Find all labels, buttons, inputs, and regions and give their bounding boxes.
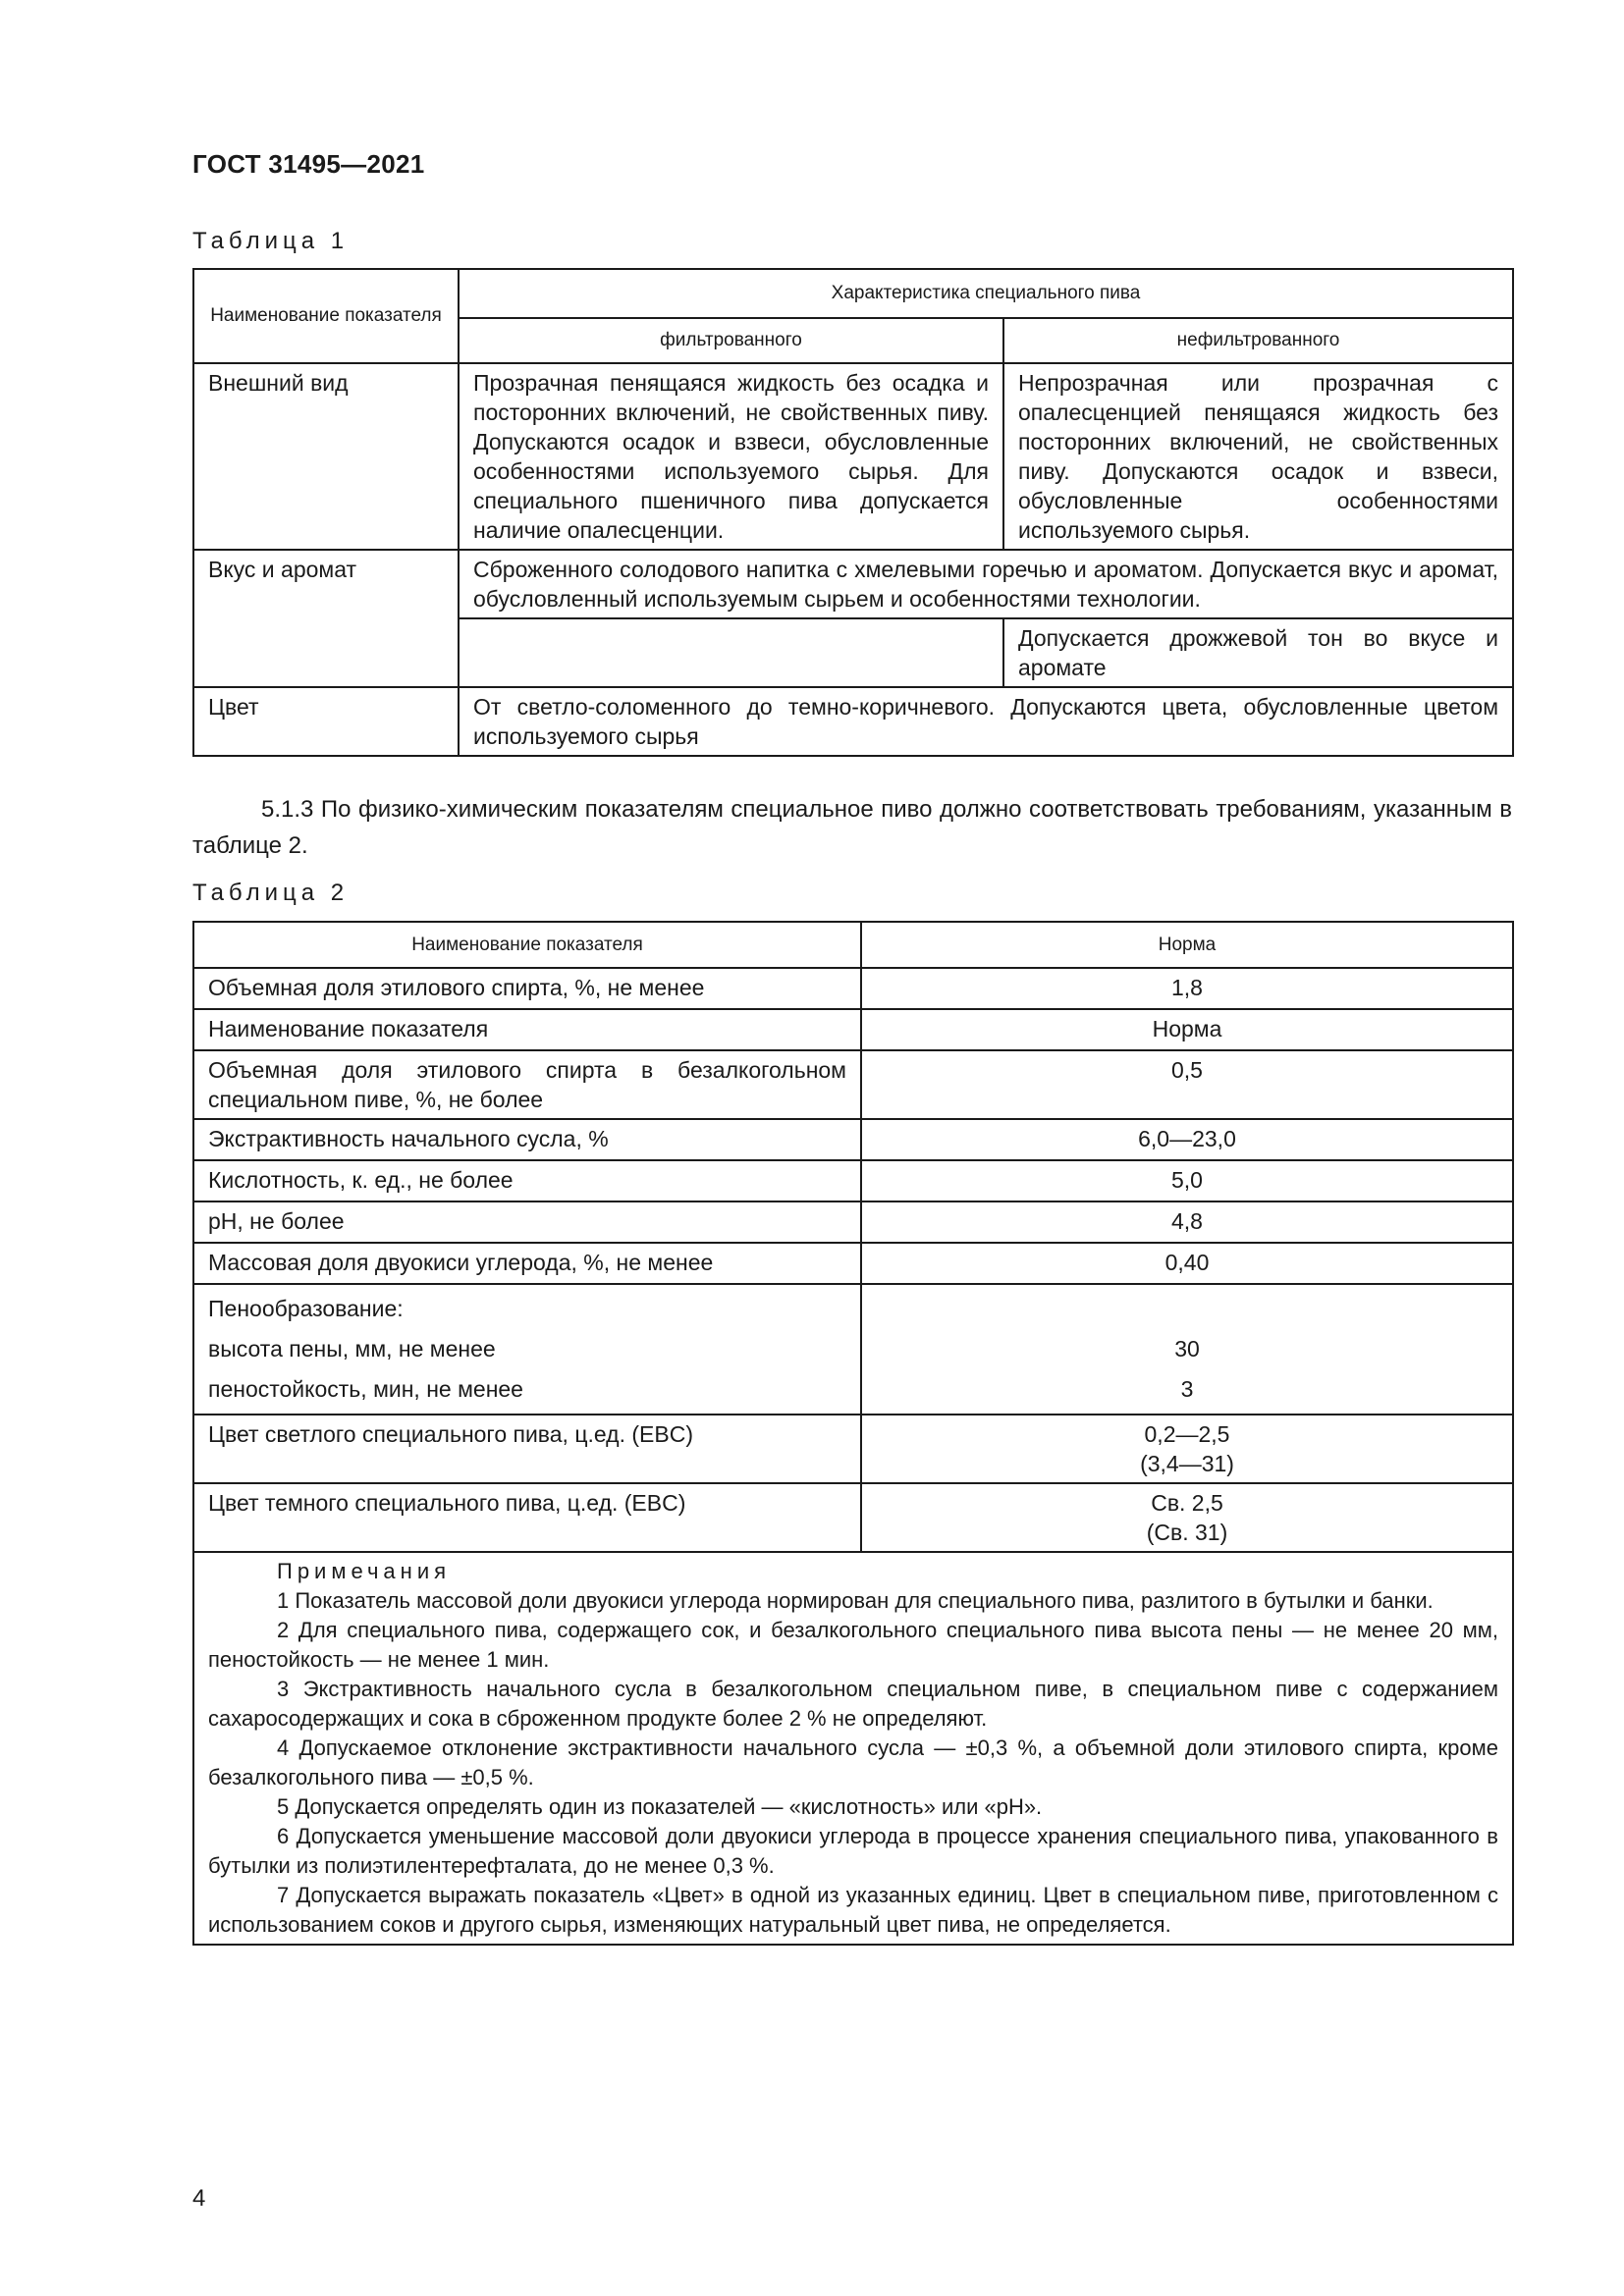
- filtered-cell: [459, 618, 1003, 687]
- note-item: 1 Показатель массовой доли двуокиси углерода нормирован для специального пива, разлитого в бутылки и банки.: [277, 1588, 1434, 1613]
- table-2: [192, 921, 1514, 1946]
- notes-cell: [193, 1552, 1513, 1945]
- row-name: Цвет темного специального пива, ц.ед. (EBC): [193, 1483, 861, 1552]
- foam-labels: [193, 1284, 861, 1415]
- row-name: Экстрактивность начального сусла, %: [193, 1119, 861, 1160]
- row-value: 0,40: [861, 1243, 1513, 1284]
- row-name: Объемная доля этилового спирта, %, не менее: [193, 968, 861, 1009]
- notes-title: Примечания: [277, 1559, 452, 1583]
- note-item: 4 Допускаемое отклонение экстрактивности начального сусла — ±0,3 %, а объемной доли этилового спирта, кроме безалкогольного пива — ±0,5 %.: [208, 1735, 1498, 1789]
- table1-header-group: Характеристика специального пива: [459, 269, 1513, 318]
- row-name: Цвет светлого специального пива, ц.ед. (EBC): [193, 1415, 861, 1483]
- note-item: 3 Экстрактивность начального сусла в безалкогольном специальном пиве, в специальном пиве с содержанием сахаросодержащих и сока в сброженном продукте более 2 % не определяют.: [208, 1677, 1498, 1731]
- row-name: Массовая доля двуокиси углерода, %, не менее: [193, 1243, 861, 1284]
- table1-header-name: Наименование показателя: [193, 269, 459, 363]
- color-light-alt: (3,4—31): [1140, 1451, 1234, 1476]
- table-row: [193, 968, 1513, 1009]
- table-row: [193, 1201, 1513, 1243]
- row-value: 1,8: [861, 968, 1513, 1009]
- filtered-cell: Прозрачная пенящаяся жидкость без осадка и посторонних включений, не свойственных пиву. Допускаются осадок и взвеси, обусловленные особенностями используемого сырья. Для специального пшеничного пива допускается наличие опалесценции.: [459, 363, 1003, 550]
- table-row: [193, 1483, 1513, 1552]
- table2-header-name: Наименование показателя: [193, 922, 861, 968]
- foam-height-label: высота пены, мм, не менее: [208, 1336, 496, 1362]
- table-row: [193, 1009, 1513, 1050]
- common-cell: От светло-соломенного до темно-коричневого. Допускаются цвета, обусловленные цветом используемого сырья: [459, 687, 1513, 756]
- color-dark-ebc: Св. 2,5: [1151, 1490, 1223, 1516]
- table-row: [193, 1050, 1513, 1119]
- unfiltered-cell: Допускается дрожжевой тон во вкусе и аромате: [1003, 618, 1513, 687]
- row-value: 4,8: [861, 1201, 1513, 1243]
- unfiltered-cell: Непрозрачная или прозрачная с опалесценцией пенящаяся жидкость без посторонних включений, не свойственных пиву. Допускаются осадок и взвеси, обусловленные особенностями используемого сырья.: [1003, 363, 1513, 550]
- color-light-ebc: 0,2—2,5: [1144, 1421, 1230, 1447]
- note-item: 7 Допускается выражать показатель «Цвет» в одной из указанных единиц. Цвет в специальном пиве, приготовленном с использованием соков и другого сырья, изменяющих натуральный цвет пива, не определяется.: [208, 1883, 1498, 1937]
- row-value: Норма: [861, 1009, 1513, 1050]
- table-row: [193, 363, 1513, 550]
- row-value: 5,0: [861, 1160, 1513, 1201]
- page-number: 4: [192, 2185, 206, 2212]
- row-name: Объемная доля этилового спирта в безалкогольном специальном пиве, %, не более: [193, 1050, 861, 1119]
- note-item: 2 Для специального пива, содержащего сок, и безалкогольного специального пива высота пены — не менее 20 мм, пеностойкость — не менее 1 мин.: [208, 1618, 1498, 1672]
- row-name: pH, не более: [193, 1201, 861, 1243]
- table-row-foam: [193, 1284, 1513, 1415]
- table-row: [193, 1243, 1513, 1284]
- row-name: Кислотность, к. ед., не более: [193, 1160, 861, 1201]
- paragraph-5-1-3: 5.1.3 По физико-химическим показателям специальное пиво должно соответствовать требованиям, указанным в таблице 2.: [192, 796, 1512, 859]
- row-name: Вкус и аромат: [193, 550, 459, 687]
- table-row: [193, 1160, 1513, 1201]
- foam-stability-value: 3: [1180, 1376, 1194, 1402]
- table1-header-filtered: фильтрованного: [459, 318, 1003, 363]
- table-1: [192, 268, 1514, 757]
- table1-header-unfiltered: нефильтрованного: [1003, 318, 1513, 363]
- table-row: [193, 550, 1513, 618]
- table2-header-norm: Норма: [861, 922, 1513, 968]
- row-value: 6,0—23,0: [861, 1119, 1513, 1160]
- table-notes-row: [193, 1552, 1513, 1945]
- foam-height-value: 30: [1174, 1336, 1200, 1362]
- row-name: Наименование показателя: [193, 1009, 861, 1050]
- table-row: [193, 1119, 1513, 1160]
- table2-caption: Таблица 2: [192, 880, 350, 906]
- foam-values: [861, 1284, 1513, 1415]
- color-dark-alt: (Св. 31): [1146, 1520, 1228, 1545]
- foam-stability-label: пеностойкость, мин, не менее: [208, 1376, 523, 1402]
- note-item: 5 Допускается определять один из показателей — «кислотность» или «pH».: [277, 1794, 1043, 1819]
- table-row: [193, 1415, 1513, 1483]
- table1-caption: Таблица 1: [192, 228, 350, 254]
- row-value: [861, 1483, 1513, 1552]
- row-value: [861, 1415, 1513, 1483]
- common-cell: Сброженного солодового напитка с хмелевыми горечью и ароматом. Допускается вкус и аромат, обусловленный используемым сырьем и особенностями технологии.: [459, 550, 1513, 618]
- note-item: 6 Допускается уменьшение массовой доли двуокиси углерода в процессе хранения специального пива, упакованного в бутылки из полиэтилентерефталата, до не менее 0,3 %.: [208, 1824, 1498, 1878]
- table-row: [193, 687, 1513, 756]
- row-name: Внешний вид: [193, 363, 459, 550]
- foam-title: Пенообразование:: [208, 1296, 404, 1321]
- document-code: ГОСТ 31495—2021: [192, 149, 425, 179]
- row-name: Цвет: [193, 687, 459, 756]
- row-value: 0,5: [861, 1050, 1513, 1119]
